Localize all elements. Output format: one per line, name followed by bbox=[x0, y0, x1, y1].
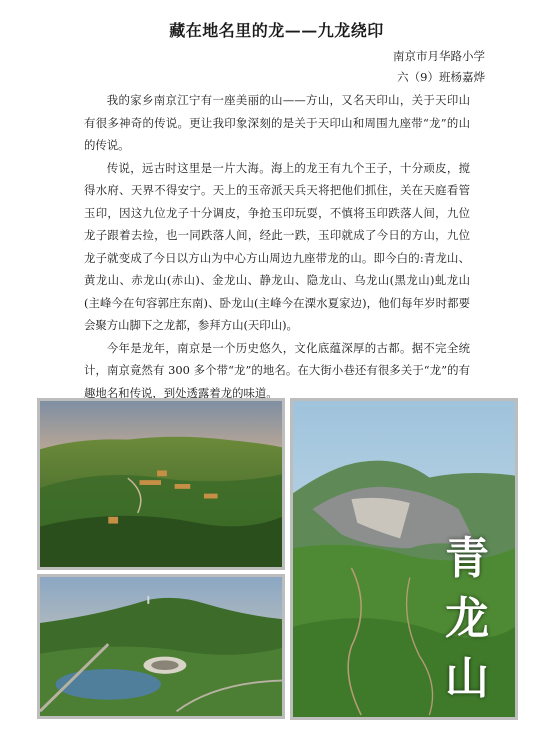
fangshan-aerial-photo bbox=[37, 398, 285, 570]
qinglong-mountain-photo bbox=[290, 398, 518, 720]
caption-char-1: 青 bbox=[445, 533, 489, 584]
fangshan-lake-photo bbox=[37, 574, 285, 719]
caption-char-2: 龙 bbox=[445, 593, 489, 644]
article-title: 藏在地名里的龙——九龙绕印 bbox=[169, 21, 384, 40]
paragraph-3: 今年是龙年，南京是一个历史悠久，文化底蕴深厚的古都。据不完全统计，南京竟然有 300 多个带“龙”的地名。在大街小巷还有很多关于“龙”的有趣地名和传说，到处透露着龙的味道。 bbox=[84, 340, 470, 400]
caption-char-3: 山 bbox=[445, 653, 489, 704]
school-name: 南京市月华路小学 bbox=[393, 49, 485, 63]
paragraph-1: 我的家乡南京江宁有一座美丽的山——方山，又名天印山，关于天印山有很多神奇的传说。更让我印象深刻的是关于天印山和周围九座带“龙”的山的传说。 bbox=[84, 93, 470, 152]
qinglong-mountain-caption bbox=[437, 529, 497, 709]
author-name: 六（9）班杨嘉烨 bbox=[397, 70, 485, 84]
article-body bbox=[84, 89, 470, 404]
paragraph-2: 传说，远古时这里是一片大海。海上的龙王有九个王子，十分顽皮，搅得水府、天界不得安宁。天上的玉帝派天兵天将把他们抓住，关在天庭看管玉印，因这九位龙子十分调皮，争抢玉印玩耍，不慎将玉印跌落人间，九位龙子跟着去捡，也一同跌落人间，经此一跌，玉印就成了今日的方山，九位龙子就变成了今日以方山为中心方山周边九座带龙的山。即今白的:青龙山、黄龙山、赤龙山(赤山)、金龙山、静龙山、隐龙山、乌龙山(黑龙山)虬龙山(主峰今在句容郭庄东南)、卧龙山(主峰今在溧水夏家边)，他们每年岁时都要会聚方山脚下之龙都，参拜方山(天印山)。 bbox=[84, 160, 470, 332]
